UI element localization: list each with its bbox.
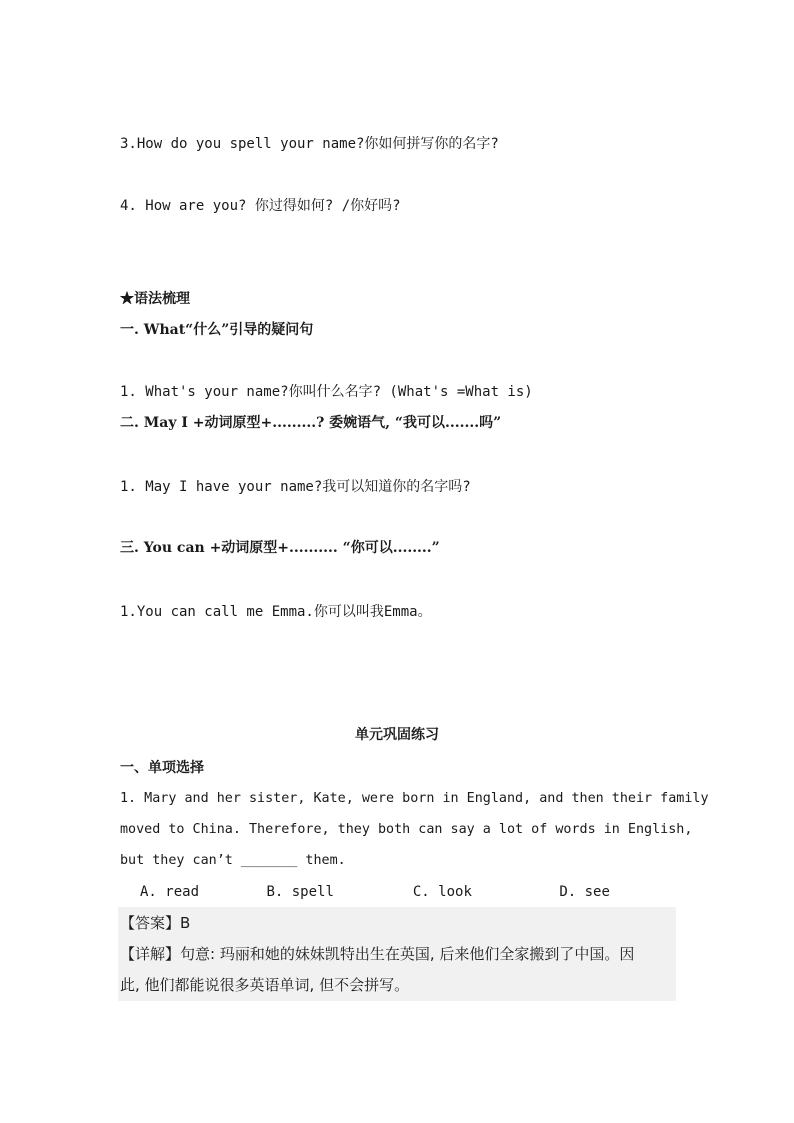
grammar-heading: ★语法梳理: [120, 291, 190, 307]
option-d[interactable]: D. see: [559, 884, 610, 900]
exercise-part-1-title: 一、单项选择: [120, 760, 204, 776]
option-b[interactable]: B. spell: [266, 884, 334, 900]
question-1-line-1: 1. Mary and her sister, Kate, were born in England, and then their family: [120, 791, 709, 806]
exercise-title: 单元巩固练习: [355, 727, 439, 743]
grammar-section-1-title: 一. What“什么”引导的疑问句: [120, 322, 314, 338]
grammar-section-3-title: 三. You can +动词原型+.......... “你可以........”: [120, 540, 440, 556]
answer-box: [118, 907, 676, 1001]
answer-line: 【答案】B: [120, 914, 191, 932]
grammar-section-3-example: 1.You can call me Emma.你可以叫我Emma。: [120, 604, 432, 620]
option-a[interactable]: A. read: [140, 884, 200, 900]
sentence-3: 3.How do you spell your name?你如何拼写你的名字?: [120, 136, 499, 152]
grammar-section-1-example: 1. What's your name?你叫什么名字? (What's =What is): [120, 384, 533, 400]
option-c[interactable]: C. look: [412, 884, 472, 900]
question-1-line-2: moved to China. Therefore, they both can say a lot of words in English,: [120, 822, 693, 837]
grammar-section-2-title: 二. May I +动词原型+.........? 委婉语气, “我可以.......吗”: [120, 415, 502, 431]
question-1-line-3: but they can’t _______ them.: [120, 853, 346, 868]
detail-line-1: 【详解】句意: 玛丽和她的妹妹凯特出生在英国, 后来他们全家搬到了中国。因: [120, 945, 635, 963]
sentence-4: 4. How are you? 你过得如何? /你好吗?: [120, 198, 401, 214]
grammar-section-2-example: 1. May I have your name?我可以知道你的名字吗?: [120, 479, 471, 495]
detail-line-2: 此, 他们都能说很多英语单词, 但不会拼写。: [120, 976, 410, 994]
question-1-options: [140, 882, 610, 902]
